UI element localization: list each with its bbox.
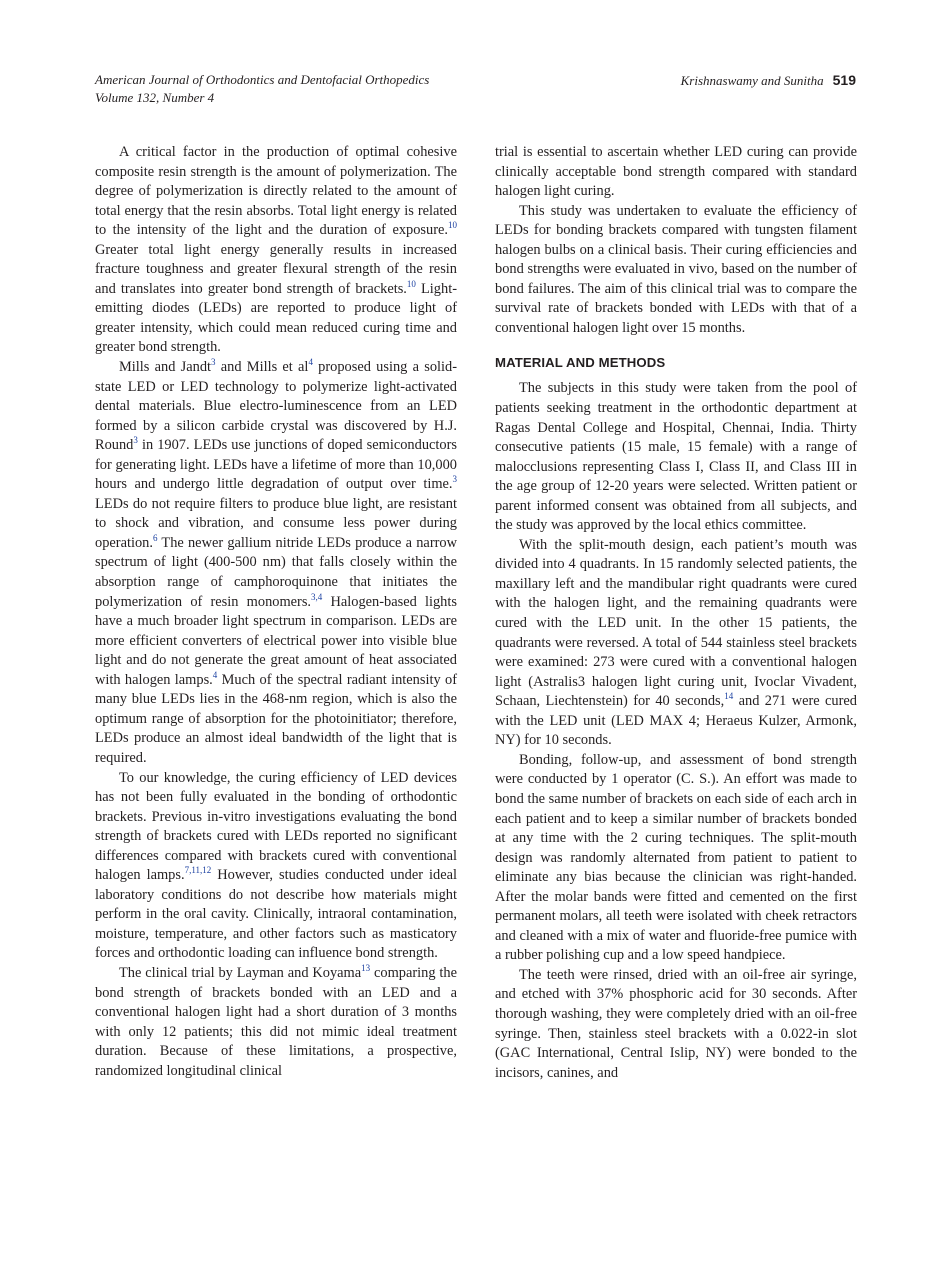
paragraph: The subjects in this study were taken from the pool of patients seeking treatment in the orthodontic department at Ragas Dental College and Hospital, Chennai, India. Thirty consecutive patients (15 male, 15 female) with a range of malocclusions representing Class I, Class II, and Class III in the age group of 12-20 years were selected. Written patient or parent informed consent was obtained from all subjects, and the study was approved by the local ethics committee. bbox=[495, 380, 857, 534]
reference-link[interactable]: 10 bbox=[406, 278, 416, 289]
page-number: 519 bbox=[832, 72, 856, 88]
left-column bbox=[95, 143, 457, 1081]
paragraph: Bonding, follow-up, and assessment of bond strength were conducted by 1 operator (C. S.). An effort was made to bond the same number of brackets on each side of each arch in each patient and to keep a similar number of brackets bonded at any time with the 2 curing techniques. The split-mouth design was randomly alternated from patient to patient to eliminate any bias because the clinician was right-handed. After the molar bands were fitted and cemented on the first permanent molars, all teeth were isolated with cheek retractors and cleaned with a mix of water and fluoride-free pumice with a rubber polishing cup and a low speed handpiece. bbox=[495, 751, 857, 964]
reference-link[interactable]: 3,4 bbox=[311, 591, 323, 602]
text-run: Much of the spectral radiant intensity of many blue LEDs lies in the 468-nm region, which is also the optimum range of absorption for the photoinitiator; therefore, LEDs produce an almost ideal bandwidth of the light that is required. bbox=[95, 671, 457, 766]
running-header-left bbox=[95, 71, 429, 107]
paragraph: The teeth were rinsed, dried with an oil-free air syringe, and etched with 37% phosphoric acid for 30 seconds. After thorough washing, they were completely dried with an oil-free syringe. Then, stainless steel brackets with a 0.022-in slot (GAC International, Central Islip, NY) were bonded to the incisors, canines, and bbox=[495, 966, 857, 1081]
text-run: in 1907. LEDs use junctions of doped semiconductors for generating light. LEDs have a lifetime of more than 10,000 hours and undergo little degradation of output over time. bbox=[95, 437, 457, 493]
right-column bbox=[495, 143, 857, 1083]
paragraph bbox=[495, 536, 857, 751]
text-run: and Mills et al bbox=[215, 359, 309, 376]
text-run: To our knowledge, the curing efficiency of LED devices has not been fully evaluated in the bonding of orthodontic brackets. Previous in-vitro investigations evaluating the bond strength of brackets cured with LEDs reported no significant differences compared with brackets cured with conventional halogen lamps. bbox=[95, 769, 457, 884]
text-run: However, studies conducted under ideal laboratory conditions do not describe how materials might perform in the oral cavity. Clinically, intraoral contamination, moisture, temperature, and other factors such as masticatory forces and orthodontic loading can influence bond strength. bbox=[95, 867, 457, 962]
paragraph: This study was undertaken to evaluate the efficiency of LEDs for bonding brackets compared with tungsten filament halogen bulbs on a clinical basis. Their curing efficiencies and bond strengths were evaluated in vivo, based on the number of bond failures. The aim of this clinical trial was to compare the survival rate of brackets bonded with LEDs with that of a conventional halogen light over 15 months. bbox=[495, 202, 857, 336]
paragraph bbox=[95, 964, 457, 1081]
paragraph: trial is essential to ascertain whether LED curing can provide clinically acceptable bond strength compared with standard halogen light curing. bbox=[495, 144, 857, 200]
running-header-right bbox=[681, 71, 856, 90]
paragraph bbox=[95, 358, 457, 768]
section-heading: MATERIAL AND METHODS bbox=[495, 355, 666, 371]
reference-link[interactable]: 6 bbox=[152, 532, 158, 543]
reference-link[interactable]: 14 bbox=[724, 691, 734, 702]
reference-link[interactable]: 7,11,12 bbox=[184, 865, 212, 876]
reference-link[interactable]: 13 bbox=[361, 962, 371, 973]
text-run: The newer gallium nitride LEDs produce a narrow spectrum of light (400-500 nm) that falls closely within the absorption range of camphoroquinone that initiates the polymerization of resin monomers. bbox=[95, 534, 457, 610]
text-run: Halogen-based lights have a much broader light spectrum in comparison. LEDs are more efficient converters of electrical power into visible blue light and do not generate the great amount of heat associated with halogen lamps. bbox=[95, 593, 457, 688]
text-run: With the split-mouth design, each patient’s mouth was divided into 4 quadrants. In 15 randomly selected patients, the maxillary left and the mandibular right quadrants were cured with the halogen light, and the remaining quadrants were cured with the LED unit. In the other 15 patients, the quadrants were reversed. A total of 544 stainless steel brackets were examined: 273 were cured with a conventional halogen light (Astralis3 halogen light curing unit, Ivoclar Vivadent, Schaan, Liechtenstein) for 40 seconds, bbox=[495, 536, 857, 710]
text-run: LEDs do not require filters to produce blue light, are resistant to shock and vibration, and consume less power during operation. bbox=[95, 495, 457, 551]
text-run: proposed using a solid-state LED or LED technology to polymerize light-activated dental materials. Blue electro-luminescence from an LED formed by a silicon carbide crystal was discovered by H.J. Round bbox=[95, 359, 457, 454]
text-run: Mills and Jandt bbox=[119, 359, 212, 376]
reference-link[interactable]: 4 bbox=[308, 357, 313, 368]
text-run: comparing the bond strength of brackets bonded with an LED and a conventional halogen light had a short duration of 3 months with only 12 patients; this did not mimic ideal treatment duration. Because of these limitations, a prospective, randomized longitudinal clinical bbox=[95, 964, 457, 1079]
author-names: Krishnaswamy and Sunitha bbox=[680, 73, 824, 88]
reference-link[interactable]: 3 bbox=[452, 474, 457, 485]
reference-link[interactable]: 3 bbox=[211, 357, 216, 368]
journal-title: American Journal of Orthodontics and Dentofacial Orthopedics bbox=[95, 72, 430, 87]
reference-link[interactable]: 3 bbox=[133, 435, 138, 446]
text-run: Light-emitting diodes (LEDs) are reported to produce light of greater intensity, which could mean reduced curing time and greater bond strength. bbox=[95, 280, 457, 356]
volume-number: Volume 132, Number 4 bbox=[95, 90, 215, 105]
reference-link[interactable]: 4 bbox=[212, 669, 218, 680]
paragraph bbox=[95, 143, 457, 358]
text-run: Greater total light energy generally results in increased fracture toughness and greater flexural strength of the resin and translates into greater bond strength of brackets. bbox=[95, 241, 457, 297]
text-run: The clinical trial by Layman and Koyama bbox=[119, 964, 362, 981]
reference-link[interactable]: 10 bbox=[448, 220, 457, 231]
paragraph bbox=[95, 769, 457, 964]
text-run: A critical factor in the production of optimal cohesive composite resin strength is the amount of polymerization. The degree of polymerization is directly related to the amount of total energy that the resin absorbs. Total light energy is related to the intensity of the light and the duration of exposure. bbox=[95, 144, 457, 239]
text-run: and 271 were cured with the LED unit (LED MAX 4; Heraeus Kulzer, Armonk, NY) for 10 seconds. bbox=[495, 693, 858, 749]
